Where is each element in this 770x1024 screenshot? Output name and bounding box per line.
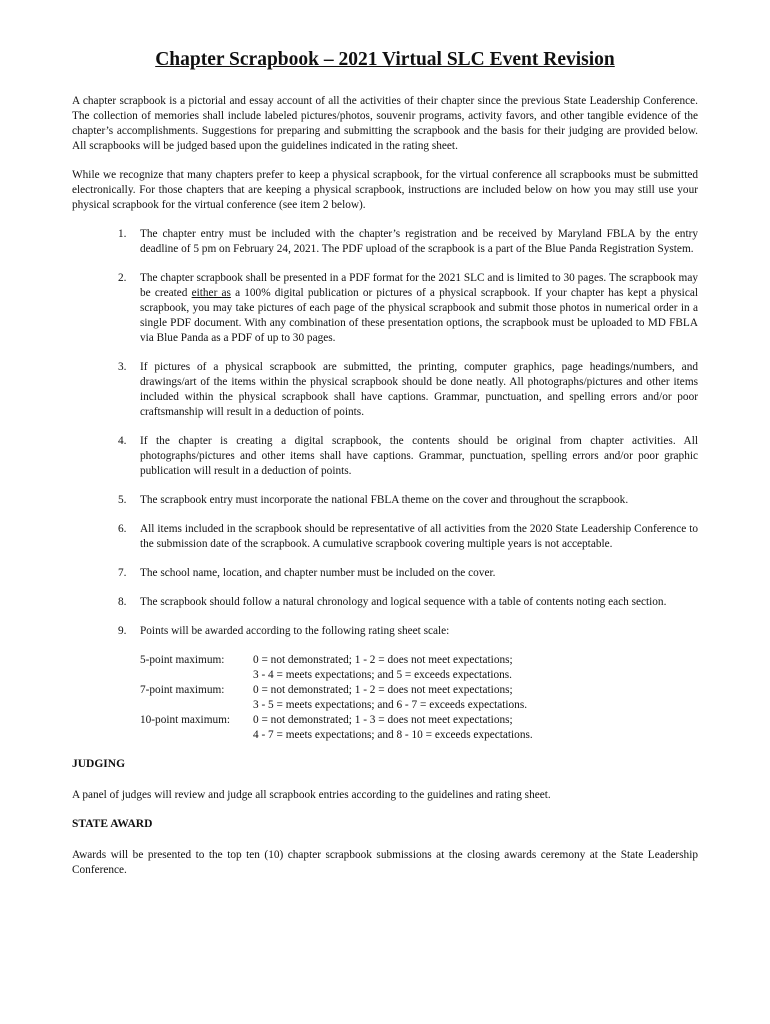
- item-number: 5.: [118, 494, 127, 506]
- state-award-heading: STATE AWARD: [72, 818, 153, 830]
- item-text-underlined: either as: [191, 287, 231, 299]
- intro-paragraph: While we recognize that many chapters prefer to keep a physical scrapbook, for the virtual conference all scrapbooks must be submitted electronically. For those chapters that are keeping a physical scrapbook, instructions are included below on how you may still use your physical scrapbook for the virtual conference (see item 2 below).: [72, 169, 698, 211]
- item-text: a 100% digital publication or pictures of a physical scrapbook. If your chapter has kept a physical scrapbook, you may take pictures of each page of the physical scrapbook and submit those photos in numerical order in a single PDF document. With any combination of these presentation options, the scrapbook must be uploaded to MD FBLA via Blue Panda as a PDF of up to 30 pages.: [140, 287, 698, 344]
- list-item: [72, 493, 698, 508]
- item-text: The chapter scrapbook shall be presented in a PDF format for the 2021 SLC and is limited to 30 pages. The scrapbook may be created: [140, 272, 698, 299]
- scale-line: 0 = not demonstrated; 1 - 2 = does not meet expectations;: [253, 684, 513, 696]
- item-number: 4.: [118, 435, 127, 447]
- item-number: 2.: [118, 272, 127, 284]
- scale-label: 5-point maximum:: [140, 654, 225, 666]
- item-text: The chapter entry must be included with the chapter’s registration and be received by Maryland FBLA by the entry deadline of 5 pm on February 24, 2021. The PDF upload of the scrapbook is a part of the Blue Panda Registration System.: [140, 228, 698, 255]
- item-number: 6.: [118, 523, 127, 535]
- scale-line: 0 = not demonstrated; 1 - 2 = does not meet expectations;: [253, 654, 513, 666]
- list-item: [72, 360, 698, 420]
- scale-row: [140, 653, 698, 683]
- scale-description: [253, 653, 698, 683]
- list-item: [72, 434, 698, 479]
- item-number: 9.: [118, 625, 127, 637]
- list-item: [72, 227, 698, 257]
- item-text: The school name, location, and chapter number must be included on the cover.: [140, 567, 496, 579]
- item-number: 7.: [118, 567, 127, 579]
- list-item: [72, 624, 698, 639]
- item-text: Points will be awarded according to the following rating sheet scale:: [140, 625, 450, 637]
- item-number: 3.: [118, 361, 127, 373]
- judging-text: A panel of judges will review and judge all scrapbook entries according to the guidelines and rating sheet.: [72, 789, 551, 801]
- item-number: 1.: [118, 228, 127, 240]
- item-text: All items included in the scrapbook should be representative of all activities from the 2020 State Leadership Conference to the submission date of the scrapbook. A cumulative scrapbook covering multiple years is not acceptable.: [140, 523, 698, 550]
- state-award-text: Awards will be presented to the top ten (10) chapter scrapbook submissions at the closing awards ceremony at the State Leadership Conference.: [72, 849, 698, 876]
- scale-label: 10-point maximum:: [140, 714, 231, 726]
- intro-paragraph: A chapter scrapbook is a pictorial and essay account of all the activities of their chapter since the previous State Leadership Conference. The collection of memories shall include labeled pictures/photos, souvenir programs, activity favors, and other tangible evidence of the chapter’s accomplishments. Suggestions for preparing and submitting the scrapbook and the basis for their judging are provided below. All scrapbooks will be judged based upon the guidelines indicated in the rating sheet.: [72, 95, 698, 152]
- judging-heading: JUDGING: [72, 758, 126, 770]
- scale-row: [140, 713, 698, 743]
- item-text: The scrapbook entry must incorporate the national FBLA theme on the cover and throughout the scrapbook.: [140, 494, 629, 506]
- scale-description: [253, 683, 698, 713]
- item-text: If pictures of a physical scrapbook are submitted, the printing, computer graphics, page headings/numbers, and drawings/art of the items within the physical scrapbook should be done neatly. All photographs/pictures and other items included within the physical scrapbook shall have captions. Grammar, punctuation, and spelling errors and/or poor craftsmanship will result in a deduction of points.: [140, 361, 698, 418]
- rating-scale: [140, 653, 698, 743]
- list-item: [72, 271, 698, 346]
- list-item: [72, 522, 698, 552]
- scale-line: 0 = not demonstrated; 1 - 3 = does not meet expectations;: [253, 714, 513, 726]
- guidelines-list: [72, 227, 698, 639]
- item-text: If the chapter is creating a digital scrapbook, the contents should be original from chapter activities. All photographs/pictures and other items shall have captions. Grammar, punctuation, spelling errors and/or poor graphic publication will result in a deduction of points.: [140, 435, 698, 477]
- scale-description: [253, 713, 698, 743]
- scale-line: 3 - 5 = meets expectations; and 6 - 7 = exceeds expectations.: [253, 699, 528, 711]
- list-item: [72, 595, 698, 610]
- list-item: [72, 566, 698, 581]
- scale-label: 7-point maximum:: [140, 684, 225, 696]
- document-title: Chapter Scrapbook – 2021 Virtual SLC Event Revision: [155, 49, 615, 70]
- item-text: The scrapbook should follow a natural chronology and logical sequence with a table of contents noting each section.: [140, 596, 667, 608]
- item-number: 8.: [118, 596, 127, 608]
- scale-line: 4 - 7 = meets expectations; and 8 - 10 = exceeds expectations.: [253, 729, 533, 741]
- scale-row: [140, 683, 698, 713]
- scale-line: 3 - 4 = meets expectations; and 5 = exceeds expectations.: [253, 669, 512, 681]
